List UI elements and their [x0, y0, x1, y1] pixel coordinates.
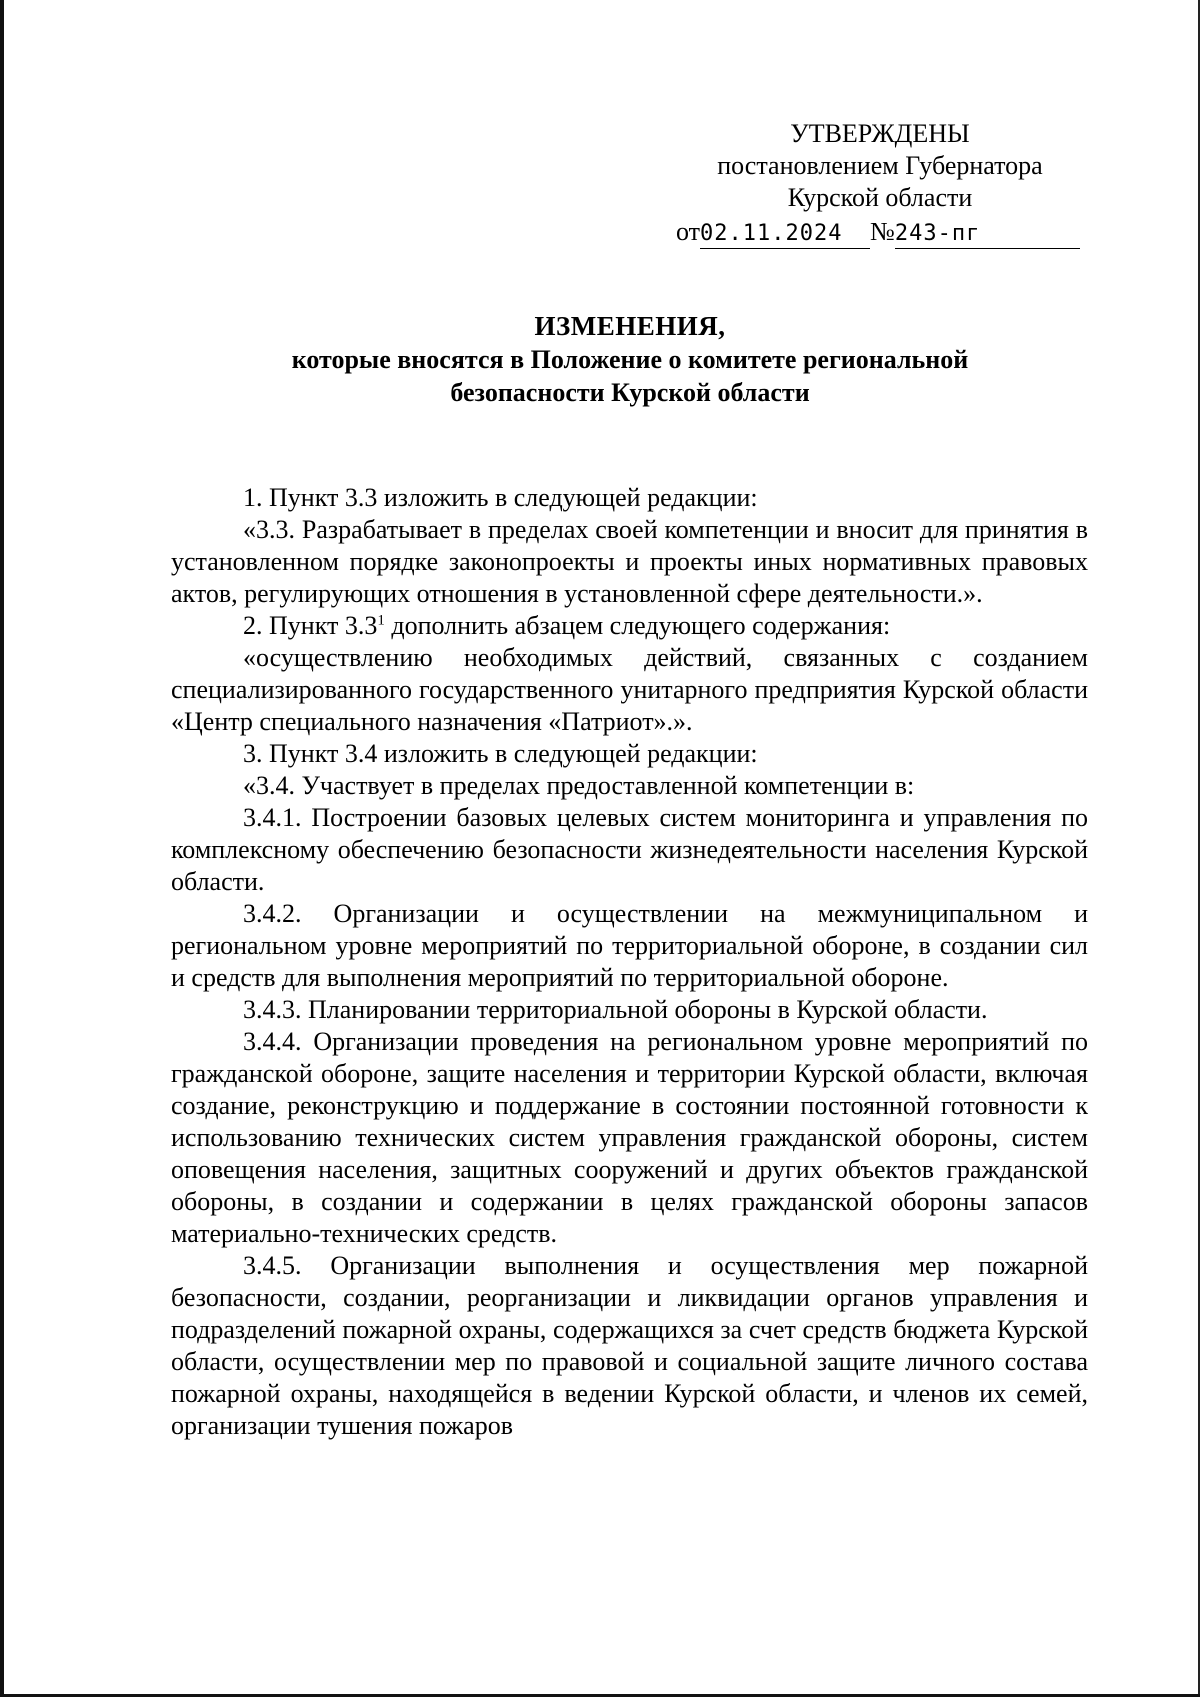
title-main: ИЗМЕНЕНИЯ,: [534, 311, 726, 341]
paragraph: 3.4.3. Планировании территориальной обороны в Курской области.: [243, 995, 988, 1024]
paragraph-text: 2. Пункт 3.3: [243, 611, 378, 640]
paragraph: 1. Пункт 3.3 изложить в следующей редакции:: [243, 483, 758, 512]
number-field: 243-пг: [895, 220, 1080, 249]
number-prefix: №: [870, 217, 895, 246]
document-body: [171, 482, 1088, 1442]
superscript: 1: [377, 612, 385, 629]
paragraph: «3.3. Разрабатывает в пределах своей компетенции и вносит для принятия в установленном порядке законопроекты и проекты иных нормативных правовых актов, регулирующих отношения в установленной сфере деятельности.».: [171, 515, 1088, 608]
document-title: [170, 310, 1090, 409]
approval-heading: УТВЕРЖДЕНЫ: [790, 119, 970, 148]
scan-edge-left: [0, 0, 4, 1697]
paragraph: 3.4.4. Организации проведения на региональном уровне мероприятий по гражданской обороне, защите населения и территории Курской области, включая создание, реконструкцию и поддержание в состоянии постоянной готовности к использованию технических систем управления гражданской обороны, систем оповещения населения, защитных сооружений и других объектов гражданской обороны, в создании и содержании в целях гражданской обороны запасов материально-технических средств.: [171, 1027, 1088, 1248]
approval-date-number-line: [670, 216, 1090, 249]
approval-decree-line: постановлением Губернатора: [717, 151, 1043, 180]
paragraph: [171, 610, 1088, 642]
paragraph: 3.4.1. Построении базовых целевых систем мониторинга и управления по комплексному обеспечению безопасности жизнедеятельности населения Курской области.: [171, 803, 1088, 896]
paragraph-text: дополнить абзацем следующего содержания:: [384, 611, 891, 640]
approval-block: [670, 118, 1090, 249]
date-field: 02.11.2024: [700, 220, 870, 249]
title-sub-line-1: которые вносятся в Положение о комитете региональной: [291, 345, 969, 374]
paragraph: «осуществлению необходимых действий, связанных с созданием специализированного государственного унитарного предприятия Курской области «Центр специального назначения «Патриот».».: [171, 643, 1088, 736]
date-prefix: от: [676, 217, 701, 246]
title-sub-line-2: безопасности Курской области: [450, 378, 810, 407]
paragraph: 3.4.5. Организации выполнения и осуществления мер пожарной безопасности, создании, реорганизации и ликвидации органов управления и подразделений пожарной охраны, содержащихся за счет средств бюджета Курской области, осуществлении мер по правовой и социальной защите личного состава пожарной охраны, находящейся в ведении Курской области, и членов их семей, организации тушения пожаров: [171, 1251, 1088, 1440]
paragraph: «3.4. Участвует в пределах предоставленной компетенции в:: [243, 771, 915, 800]
approval-region-line: Курской области: [787, 183, 973, 212]
paragraph: 3.4.2. Организации и осуществлении на межмуниципальном и региональном уровне мероприятий по территориальной обороне, в создании сил и средств для выполнения мероприятий по территориальной обороне.: [171, 899, 1088, 992]
paragraph: 3. Пункт 3.4 изложить в следующей редакции:: [243, 739, 758, 768]
